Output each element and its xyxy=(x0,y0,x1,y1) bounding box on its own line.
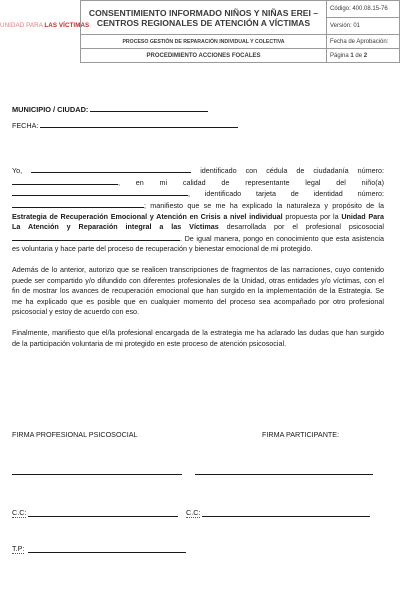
header-table xyxy=(80,0,400,63)
process-name: PROCESO GESTIÓN DE REPARACIÓN INDIVIDUAL Y COLECTIVA xyxy=(81,35,327,49)
municipio-label: MUNICIPIO / CIUDAD: xyxy=(12,105,89,114)
title-line-2: CENTROS REGIONALES DE ATENCIÓN A VÍCTIMAS xyxy=(96,17,311,28)
document-header xyxy=(0,0,400,62)
fecha-label: FECHA: xyxy=(12,120,39,130)
procedure-name: PROCEDIMIENTO ACCIONES FOCALES xyxy=(81,49,327,63)
child-id-field[interactable] xyxy=(12,200,144,208)
guardian-id-field[interactable] xyxy=(12,177,118,185)
professional-tp-label: T.P: xyxy=(12,544,25,553)
unidad-victimas-logo xyxy=(0,22,90,29)
title-line-1: CONSENTIMIENTO INFORMADO NIÑOS Y NIÑAS EREI – xyxy=(88,7,319,18)
logo-brand: LAS VÍCTIMAS xyxy=(44,22,90,29)
approval-date: Fecha de Aprobación: xyxy=(327,35,400,49)
guardian-name-field[interactable] xyxy=(31,165,191,173)
document-title xyxy=(81,1,327,35)
municipio-row xyxy=(12,104,384,116)
participant-cc-label: C.C: xyxy=(186,508,201,517)
child-name-field[interactable] xyxy=(12,188,188,196)
professional-signature-label: FIRMA PROFESIONAL PSICOSOCIAL xyxy=(12,430,138,439)
document-version: Versión: 01 xyxy=(327,18,400,35)
municipio-field[interactable] xyxy=(90,104,208,112)
professional-signature-line[interactable] xyxy=(12,474,182,475)
fecha-field[interactable] xyxy=(40,120,238,128)
participant-signature-label: FIRMA PARTICIPANTE: xyxy=(262,430,340,439)
page-number: Página 1 de 2 xyxy=(327,49,400,63)
professional-cc-field[interactable] xyxy=(28,516,178,517)
professional-cc-label: C.C: xyxy=(12,508,27,517)
consent-paragraph-3: Finalmente, manifiesto que el/la profesional encargada de la estrategia me ha aclarado las dudas que han surgido de la participación voluntaria de mi protegido en este proceso de atención psicosocial. xyxy=(12,327,384,348)
participant-cc-field[interactable] xyxy=(202,516,370,517)
professional-name-field[interactable] xyxy=(12,233,180,241)
professional-tp-field[interactable] xyxy=(28,552,186,553)
consent-paragraph-1: Yo, identificado con cédula de ciudadanía número: , en mi calidad de representante legal del niño(a) , identificado tarjeta de identidad número: ; manifiesto que se me ha explicado la naturaleza y propósito de la Estrategia de Recuperación Emocional y Atención en Crisis a nivel individual propuesta por la Unidad Para La Atención y Reparación integral a las Víctimas desarrollada por el profesional psicosocial . De igual manera, pongo en conocimiento que esta asistencia es voluntaria y hace parte del proceso de recuperación y bienestar emocional de mi protegido. xyxy=(12,166,384,254)
form-body xyxy=(12,104,384,349)
fecha-row xyxy=(12,120,384,132)
consent-paragraph-2: Además de lo anterior, autorizo que se realicen transcripciones de fragmentos de las narraciones, cuyo contenido puede ser compartido y/o difundido con diferentes profesionales de la Unidad, otras entidades y/o víctimas, con el fin de mostrar los avances de recuperación emocional que han surgido en la implementación de la Estrategia. Se me ha explicado que es posible que en cualquier momento del proceso sea acompañado por otro profesional psicosocial y estoy de acuerdo con eso. xyxy=(12,264,384,317)
document-code: Código: 400.08.15-76 xyxy=(327,1,400,18)
participant-signature-line[interactable] xyxy=(195,474,373,475)
logo-prefix: UNIDAD PARA xyxy=(0,22,43,29)
